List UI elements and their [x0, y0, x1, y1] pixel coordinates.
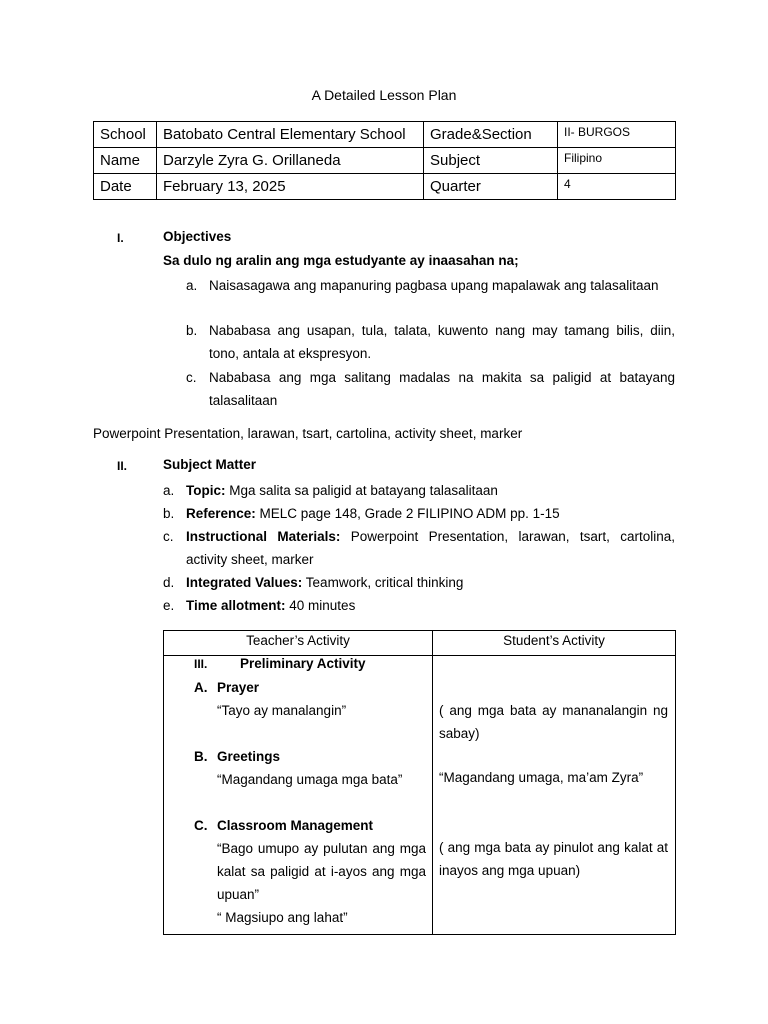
subject-item-label: Integrated Values:	[186, 575, 303, 590]
list-marker: a.	[163, 483, 175, 498]
info-label: Quarter	[424, 174, 558, 200]
subject-item-label: Topic:	[186, 483, 226, 498]
subject-item-text: Mga salita sa paligid at batayang talasalitaan	[225, 483, 498, 498]
subject-item	[163, 594, 675, 617]
info-value: Filipino	[558, 148, 676, 174]
subject-item-text: 40 minutes	[285, 598, 356, 613]
info-value: Batobato Central Elementary School	[157, 122, 424, 148]
objectives-intro: Sa dulo ng aralin ang mga estudyante ay inaasahan na;	[163, 253, 519, 268]
part-heading: Classroom Management	[217, 818, 374, 833]
student-response: ( ang mga bata ay mananalangin ng sabay)	[439, 703, 668, 741]
subject-item	[163, 525, 675, 571]
subject-item	[163, 571, 675, 594]
activity-table	[163, 630, 676, 935]
subject-item-text: Teamwork, critical thinking	[302, 575, 464, 590]
info-label: School	[94, 122, 157, 148]
objective-item	[186, 319, 675, 365]
teacher-line: “Magandang umaga mga bata”	[217, 772, 403, 787]
objective-text: Nababasa ang usapan, tula, talata, kuwento nang may tamang bilis, diin, tono, antala at ekspresyon.	[209, 323, 675, 361]
list-marker: b.	[186, 323, 198, 338]
part-marker: A.	[194, 680, 208, 695]
subject-item-label: Instructional Materials:	[186, 529, 341, 544]
student-response: ( ang mga bata ay pinulot ang kalat at inayos ang mga upuan)	[439, 840, 668, 878]
document-title: A Detailed Lesson Plan	[311, 87, 457, 103]
section-heading: Preliminary Activity	[240, 656, 366, 671]
subject-item-text: Powerpoint Presentation, larawan, tsart, cartolina, activity sheet, marker	[186, 529, 675, 567]
part-heading: Prayer	[217, 680, 260, 695]
info-label: Grade&Section	[424, 122, 558, 148]
objective-item	[186, 366, 675, 412]
info-value: February 13, 2025	[157, 174, 424, 200]
lesson-info-table	[93, 121, 676, 200]
materials-line: Powerpoint Presentation, larawan, tsart, cartolina, activity sheet, marker	[93, 426, 523, 441]
objective-text: Naisasagawa ang mapanuring pagbasa upang mapalawak ang talasalitaan	[209, 278, 659, 293]
student-activity-header: Student’s Activity	[503, 633, 605, 648]
section-numeral: III.	[194, 657, 208, 671]
objective-item	[186, 274, 675, 297]
list-marker: b.	[163, 506, 175, 521]
subject-item	[163, 479, 675, 502]
info-value: II- BURGOS	[558, 122, 676, 148]
subject-item	[163, 502, 675, 525]
info-row-name	[94, 148, 676, 174]
subject-item-label: Time allotment:	[186, 598, 286, 613]
info-row-school	[94, 122, 676, 148]
info-label: Name	[94, 148, 157, 174]
section-numeral: II.	[117, 459, 128, 473]
list-marker: a.	[186, 278, 198, 293]
info-label: Subject	[424, 148, 558, 174]
part-marker: C.	[194, 818, 208, 833]
part-marker: B.	[194, 749, 208, 764]
info-value: Darzyle Zyra G. Orillaneda	[157, 148, 424, 174]
info-value: 4	[558, 174, 676, 200]
subject-item-label: Reference:	[186, 506, 256, 521]
list-marker: c.	[186, 370, 197, 385]
teacher-line: “ Magsiupo ang lahat”	[217, 910, 348, 925]
list-marker: d.	[163, 575, 175, 590]
info-row-date	[94, 174, 676, 200]
student-response: “Magandang umaga, ma’am Zyra”	[439, 770, 644, 785]
list-marker: c.	[163, 529, 174, 544]
section-heading: Subject Matter	[163, 457, 257, 472]
section-heading: Objectives	[163, 229, 232, 244]
part-heading: Greetings	[217, 749, 281, 764]
teacher-line: “Bago umupo ay pulutan ang mga kalat sa paligid at i-ayos ang mga upuan”	[217, 841, 426, 902]
info-label: Date	[94, 174, 157, 200]
list-marker: e.	[163, 598, 175, 613]
column-divider	[432, 631, 433, 934]
teacher-activity-header: Teacher’s Activity	[246, 633, 350, 648]
section-numeral: I.	[117, 231, 124, 245]
teacher-line: “Tayo ay manalangin”	[217, 703, 347, 718]
subject-item-text: MELC page 148, Grade 2 FILIPINO ADM pp. 1-15	[255, 506, 560, 521]
objective-text: Nababasa ang mga salitang madalas na makita sa paligid at batayang talasalitaan	[209, 370, 675, 408]
